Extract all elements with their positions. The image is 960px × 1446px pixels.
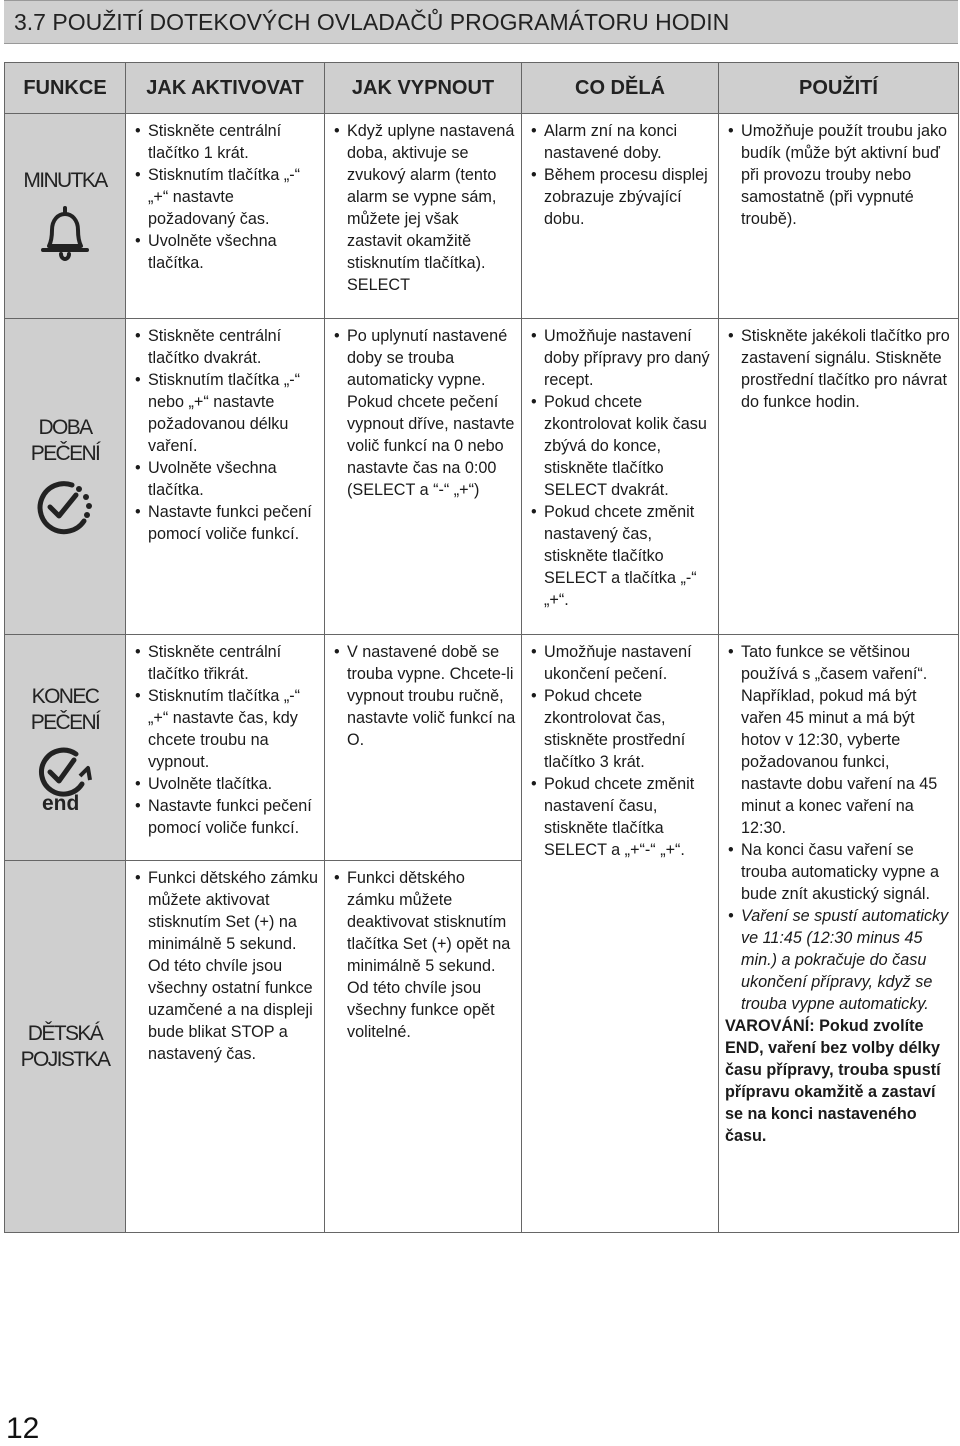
deactivate-cell bbox=[325, 861, 522, 1233]
deactivate-cell bbox=[325, 319, 522, 635]
does-cell bbox=[522, 319, 719, 635]
list-item: • Funkci dětského zámku můžete aktivovat stisknutím Set (+) na minimálně 5 sekund. Od této chvíle jsou všechny ostatní funkce uzamčené a na displeji bude blikat STOP a nastavený čas. bbox=[132, 867, 320, 1065]
function-label: DOBA bbox=[38, 415, 92, 439]
function-cell-minutka bbox=[5, 114, 126, 319]
activate-cell bbox=[126, 319, 325, 635]
page-number: 12 bbox=[6, 1412, 40, 1445]
list-item: • Nastavte funkci pečení pomocí voliče funkcí. bbox=[132, 795, 320, 839]
usage-cell bbox=[719, 319, 959, 635]
table-row bbox=[5, 319, 959, 635]
header-funkce: FUNKCE bbox=[5, 63, 126, 114]
list-item: • Stiskněte centrální tlačítko třikrát. bbox=[132, 641, 320, 685]
list-item: • Pokud chcete zkontrolovat kolik času zbývá do konce, stiskněte tlačítko SELECT dvakrát. bbox=[528, 391, 714, 501]
deactivate-cell bbox=[325, 114, 522, 319]
activate-cell bbox=[126, 635, 325, 861]
list-item: • V nastavené době se trouba vypne. Chcete-li vypnout troubu ručně, nastavte volič funkcí na O. bbox=[331, 641, 517, 751]
list-item: • Po uplynutí nastavené doby se trouba automaticky vypne. Pokud chcete pečení vypnout dříve, nastavte volič funkcí na 0 nebo nastavte čas na 0:00 (SELECT a “-“ „+“) bbox=[331, 325, 517, 501]
function-label: MINUTKA bbox=[23, 169, 107, 192]
list-item: • Pokud chcete změnit nastavení času, stiskněte tlačítka SELECT a „+“-“ „+“. bbox=[528, 773, 714, 861]
list-item: • Alarm zní na konci nastavené doby. bbox=[528, 120, 714, 164]
activate-cell bbox=[126, 861, 325, 1233]
function-label: PEČENÍ bbox=[30, 710, 100, 734]
table-row bbox=[5, 114, 959, 319]
section-title: 3.7 POUŽITÍ DOTEKOVÝCH OVLADAČŮ PROGRAMÁTORU HODIN bbox=[14, 9, 730, 35]
function-label: POJISTKA bbox=[20, 1047, 110, 1071]
list-item: • Nastavte funkci pečení pomocí voliče funkcí. bbox=[132, 501, 320, 545]
activate-cell bbox=[126, 114, 325, 319]
table-row bbox=[5, 635, 959, 861]
clock-end-icon bbox=[32, 746, 98, 812]
list-item: • Stiskněte centrální tlačítko 1 krát. bbox=[132, 120, 320, 164]
table-header-row bbox=[5, 63, 959, 114]
end-label: end bbox=[42, 791, 80, 812]
list-item: • Stiskněte jakékoli tlačítko pro zastavení signálu. Stiskněte prostřední tlačítko pro návrat do funkce hodin. bbox=[725, 325, 954, 413]
list-item: • Umožňuje nastavení ukončení pečení. bbox=[528, 641, 714, 685]
usage-cell bbox=[719, 114, 959, 319]
does-cell bbox=[522, 635, 719, 1233]
function-label: KONEC bbox=[31, 684, 99, 708]
function-cell-detska-pojistka bbox=[5, 861, 126, 1233]
header-jak-vypnout: JAK VYPNOUT bbox=[325, 63, 522, 114]
list-item: • Stisknutím tlačítka „-“ „+“ nastavte čas, kdy chcete troubu na vypnout. bbox=[132, 685, 320, 773]
header-co-dela: CO DĚLÁ bbox=[522, 63, 719, 114]
function-cell-doba-peceni bbox=[5, 319, 126, 635]
list-item: • Uvolněte všechna tlačítka. bbox=[132, 457, 320, 501]
function-label: PEČENÍ bbox=[30, 441, 100, 465]
list-item: • Stiskněte centrální tlačítko dvakrát. bbox=[132, 325, 320, 369]
clock-functions-table bbox=[4, 62, 959, 1233]
list-item: • Stisknutím tlačítka „-“ nebo „+“ nastavte požadovanou délku vaření. bbox=[132, 369, 320, 457]
list-item: • Na konci času vaření se trouba automaticky vypne a bude znít akustický signál. bbox=[725, 839, 954, 905]
function-label: DĚTSKÁ bbox=[27, 1021, 103, 1045]
list-item: • Když uplyne nastavená doba, aktivuje se zvukový alarm (tento alarm se vypne sám, můžete jej však zastavit okamžitě stisknutím tlačítka). SELECT bbox=[331, 120, 517, 296]
deactivate-cell bbox=[325, 635, 522, 861]
function-cell-konec-peceni bbox=[5, 635, 126, 861]
list-item: • Pokud chcete zkontrolovat čas, stiskněte prostřední tlačítko 3 krát. bbox=[528, 685, 714, 773]
list-item: • Vaření se spustí automaticky ve 11:45 (12:30 minus 45 min.) a pokračuje do času ukončení přípravy, když se trouba vypne automaticky. bbox=[725, 905, 954, 1015]
list-item: • Stisknutím tlačítka „-“ „+“ nastavte požadovaný čas. bbox=[132, 164, 320, 230]
bell-icon bbox=[37, 204, 93, 264]
usage-cell bbox=[719, 635, 959, 1233]
list-item: • Umožňuje nastavení doby přípravy pro daný recept. bbox=[528, 325, 714, 391]
list-item: • Funkci dětského zámku můžete deaktivovat stisknutím tlačítka Set (+) opět na minimálně 5 sekund. Od této chvíle jsou všechny funkce opět volitelné. bbox=[331, 867, 517, 1043]
list-item: • Během procesu displej zobrazuje zbývající dobu. bbox=[528, 164, 714, 230]
header-pouziti: POUŽITÍ bbox=[719, 63, 959, 114]
warning-text: VAROVÁNÍ: Pokud zvolíte END, vaření bez volby délky času přípravy, trouba spustí přípravu okamžitě a zastaví se na konci nastaveného času. bbox=[725, 1017, 941, 1145]
clock-check-icon bbox=[32, 477, 98, 539]
list-item: • Pokud chcete změnit nastavený čas, stiskněte tlačítko SELECT a tlačítka „-“ „+“. bbox=[528, 501, 714, 611]
list-item: • Tato funkce se většinou používá s „časem vaření“. Například, pokud má být vařen 45 minut a má být hotov v 12:30, vyberte požadovanou funkci, nastavte dobu vaření na 45 minut a konec vaření na 12:30. bbox=[725, 641, 954, 839]
does-cell bbox=[522, 114, 719, 319]
list-item: • Uvolněte tlačítka. bbox=[132, 773, 320, 795]
list-item: • Umožňuje použít troubu jako budík (může být aktivní buď při provozu trouby nebo samostatně (při vypnuté troubě). bbox=[725, 120, 954, 230]
section-title-bar bbox=[4, 0, 958, 44]
list-item: • Uvolněte všechna tlačítka. bbox=[132, 230, 320, 274]
header-jak-aktivovat: JAK AKTIVOVAT bbox=[126, 63, 325, 114]
